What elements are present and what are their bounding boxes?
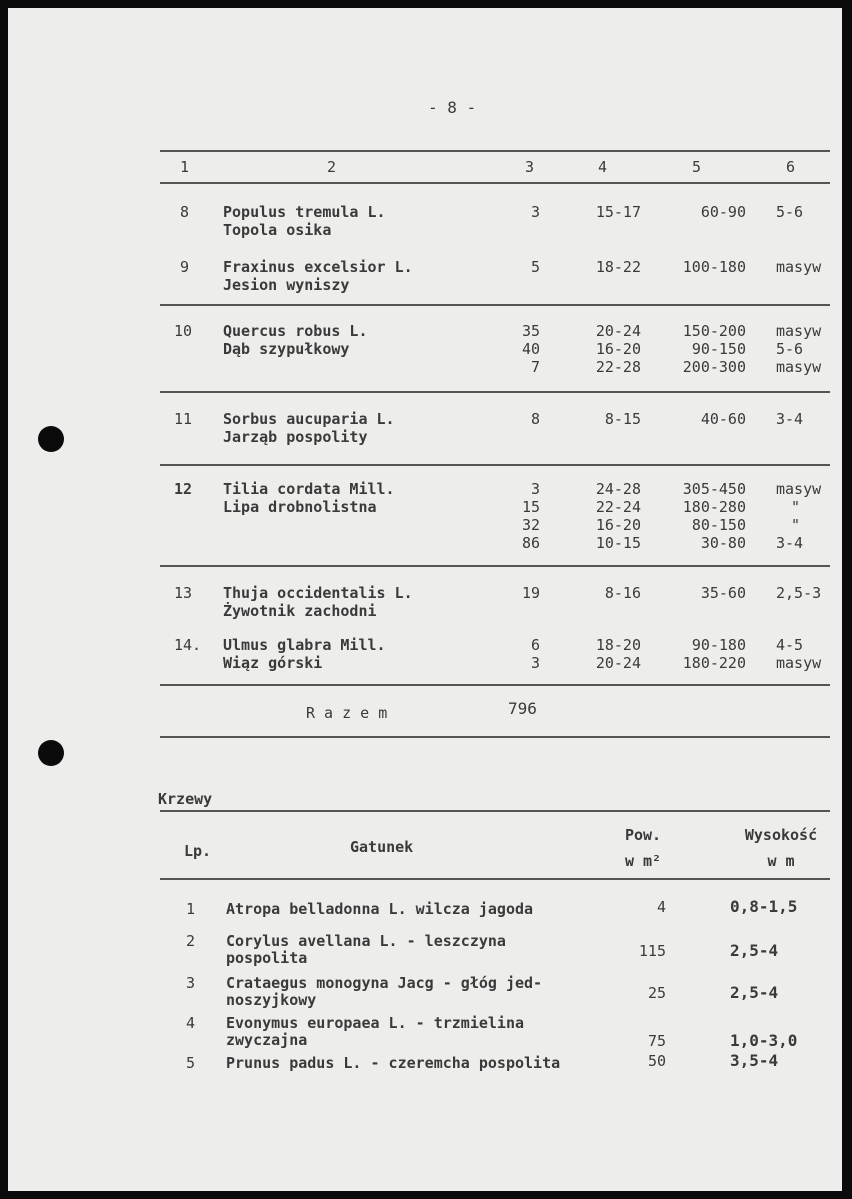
shrub-area: 25 (647, 984, 666, 1002)
tree-state: 5-6 (776, 203, 804, 221)
tree-state: masyw (776, 480, 822, 498)
tree-count: 7 (530, 358, 540, 376)
row-lp: 10 (174, 322, 193, 340)
shrub-height: 2,5-4 (730, 941, 779, 960)
total-label: R a z e m (306, 704, 388, 722)
table-header-rule (160, 182, 830, 184)
row-divider (160, 464, 830, 466)
section-title: Krzewy (158, 790, 213, 808)
shrub-species: Evonymus europaea L. - trzmielina (226, 1014, 525, 1032)
shrubs-header-rule (160, 878, 830, 880)
species-polish: Żywotnik zachodni (223, 602, 377, 620)
tree-state: masyw (776, 258, 822, 276)
species-latin: Populus tremula L. (223, 203, 386, 221)
tree-diameter: 22-28 (595, 358, 641, 376)
col-header-1: 1 (180, 158, 190, 176)
species-polish: Topola osika (223, 221, 332, 239)
col-header-6: 6 (786, 158, 796, 176)
row-lp: 14. (174, 636, 202, 654)
tree-count: 15 (521, 498, 540, 516)
total-value: 796 (508, 699, 537, 718)
shrubs-header-height-unit: w m (767, 852, 795, 870)
tree-height: 100-180 (682, 258, 746, 276)
tree-height: 60-90 (700, 203, 746, 221)
tree-height: 305-450 (682, 480, 746, 498)
total-top-rule (160, 684, 830, 686)
shrubs-header-species: Gatunek (350, 838, 414, 856)
tree-diameter: 16-20 (595, 516, 641, 534)
shrub-species: pospolita (226, 949, 308, 967)
tree-diameter: 18-22 (595, 258, 641, 276)
shrub-species: Atropa belladonna L. wilcza jagoda (226, 900, 534, 918)
shrub-area: 75 (647, 1032, 666, 1050)
tree-count: 86 (521, 534, 540, 552)
tree-state: 3-4 (776, 534, 804, 552)
species-polish: Dąb szypułkowy (223, 340, 350, 358)
shrub-lp: 1 (186, 900, 196, 918)
tree-state: masyw (776, 654, 822, 672)
tree-diameter: 18-20 (595, 636, 641, 654)
shrub-lp: 4 (186, 1014, 196, 1032)
tree-diameter: 24-28 (595, 480, 641, 498)
shrubs-header-lp: Lp. (184, 842, 212, 860)
tree-state: 4-5 (776, 636, 804, 654)
tree-count: 40 (521, 340, 540, 358)
punch-hole (38, 740, 64, 766)
row-divider (160, 304, 830, 306)
total-bottom-rule (160, 736, 830, 738)
row-divider (160, 391, 830, 393)
tree-count: 32 (521, 516, 540, 534)
species-latin: Tilia cordata Mill. (223, 480, 395, 498)
species-latin: Ulmus glabra Mill. (223, 636, 386, 654)
shrub-height: 1,0-3,0 (730, 1031, 798, 1050)
tree-diameter: 15-17 (595, 203, 641, 221)
col-header-2: 2 (327, 158, 337, 176)
tree-height: 180-280 (682, 498, 746, 516)
shrub-height: 2,5-4 (730, 983, 779, 1002)
row-divider (160, 565, 830, 567)
shrubs-header-height: Wysokość (744, 826, 818, 844)
shrub-lp: 2 (186, 932, 196, 950)
row-lp: 8 (180, 203, 190, 221)
tree-count: 3 (530, 203, 540, 221)
tree-state: " (791, 516, 801, 534)
shrub-lp: 3 (186, 974, 196, 992)
punch-hole (38, 426, 64, 452)
document-page (8, 8, 842, 1191)
tree-state: " (791, 498, 801, 516)
tree-height: 180-220 (682, 654, 746, 672)
species-polish: Jarząb pospolity (223, 428, 368, 446)
tree-count: 3 (530, 480, 540, 498)
tree-count: 5 (530, 258, 540, 276)
tree-height: 40-60 (700, 410, 746, 428)
shrub-species: Corylus avellana L. - leszczyna (226, 932, 506, 950)
species-latin: Sorbus aucuparia L. (223, 410, 395, 428)
tree-count: 35 (521, 322, 540, 340)
row-lp: 13 (174, 584, 193, 602)
col-header-4: 4 (598, 158, 608, 176)
shrub-species: Crataegus monogyna Jacg - głóg jed- (226, 974, 543, 992)
tree-height: 90-150 (691, 340, 746, 358)
tree-state: masyw (776, 358, 822, 376)
col-header-3: 3 (525, 158, 535, 176)
tree-height: 35-60 (700, 584, 746, 602)
tree-diameter: 8-15 (604, 410, 641, 428)
row-lp: 9 (180, 258, 190, 276)
tree-state: 2,5-3 (776, 584, 822, 602)
tree-count: 6 (530, 636, 540, 654)
species-polish: Lipa drobnolistna (223, 498, 377, 516)
tree-diameter: 10-15 (595, 534, 641, 552)
shrub-area: 50 (647, 1052, 666, 1070)
shrubs-header-area-unit: w m² (624, 852, 662, 870)
table-top-rule (160, 150, 830, 152)
tree-count: 3 (530, 654, 540, 672)
shrub-height: 0,8-1,5 (730, 897, 798, 916)
species-polish: Wiąz górski (223, 654, 323, 672)
tree-height: 150-200 (682, 322, 746, 340)
tree-count: 8 (530, 410, 540, 428)
shrub-species: Prunus padus L. - czeremcha pospolita (226, 1054, 561, 1072)
species-latin: Thuja occidentalis L. (223, 584, 413, 602)
tree-diameter: 20-24 (595, 322, 641, 340)
shrub-lp: 5 (186, 1054, 196, 1072)
page-number: - 8 - (428, 98, 477, 117)
shrub-height: 3,5-4 (730, 1051, 779, 1070)
shrub-area: 115 (638, 942, 666, 960)
tree-state: 3-4 (776, 410, 804, 428)
col-header-5: 5 (692, 158, 702, 176)
species-latin: Quercus robus L. (223, 322, 368, 340)
shrub-area: 4 (656, 898, 666, 916)
tree-diameter: 22-24 (595, 498, 641, 516)
tree-height: 30-80 (700, 534, 746, 552)
tree-state: 5-6 (776, 340, 804, 358)
tree-state: masyw (776, 322, 822, 340)
row-lp: 11 (174, 410, 193, 428)
tree-diameter: 8-16 (604, 584, 641, 602)
tree-height: 90-180 (691, 636, 746, 654)
shrubs-header-area: Pow. (624, 826, 662, 844)
tree-diameter: 16-20 (595, 340, 641, 358)
shrub-species: zwyczajna (226, 1031, 308, 1049)
shrubs-top-rule (160, 810, 830, 812)
row-lp: 12 (174, 480, 193, 498)
tree-diameter: 20-24 (595, 654, 641, 672)
species-latin: Fraxinus excelsior L. (223, 258, 413, 276)
shrub-species: noszyjkowy (226, 991, 317, 1009)
tree-height: 80-150 (691, 516, 746, 534)
species-polish: Jesion wyniszy (223, 276, 350, 294)
tree-height: 200-300 (682, 358, 746, 376)
tree-count: 19 (521, 584, 540, 602)
